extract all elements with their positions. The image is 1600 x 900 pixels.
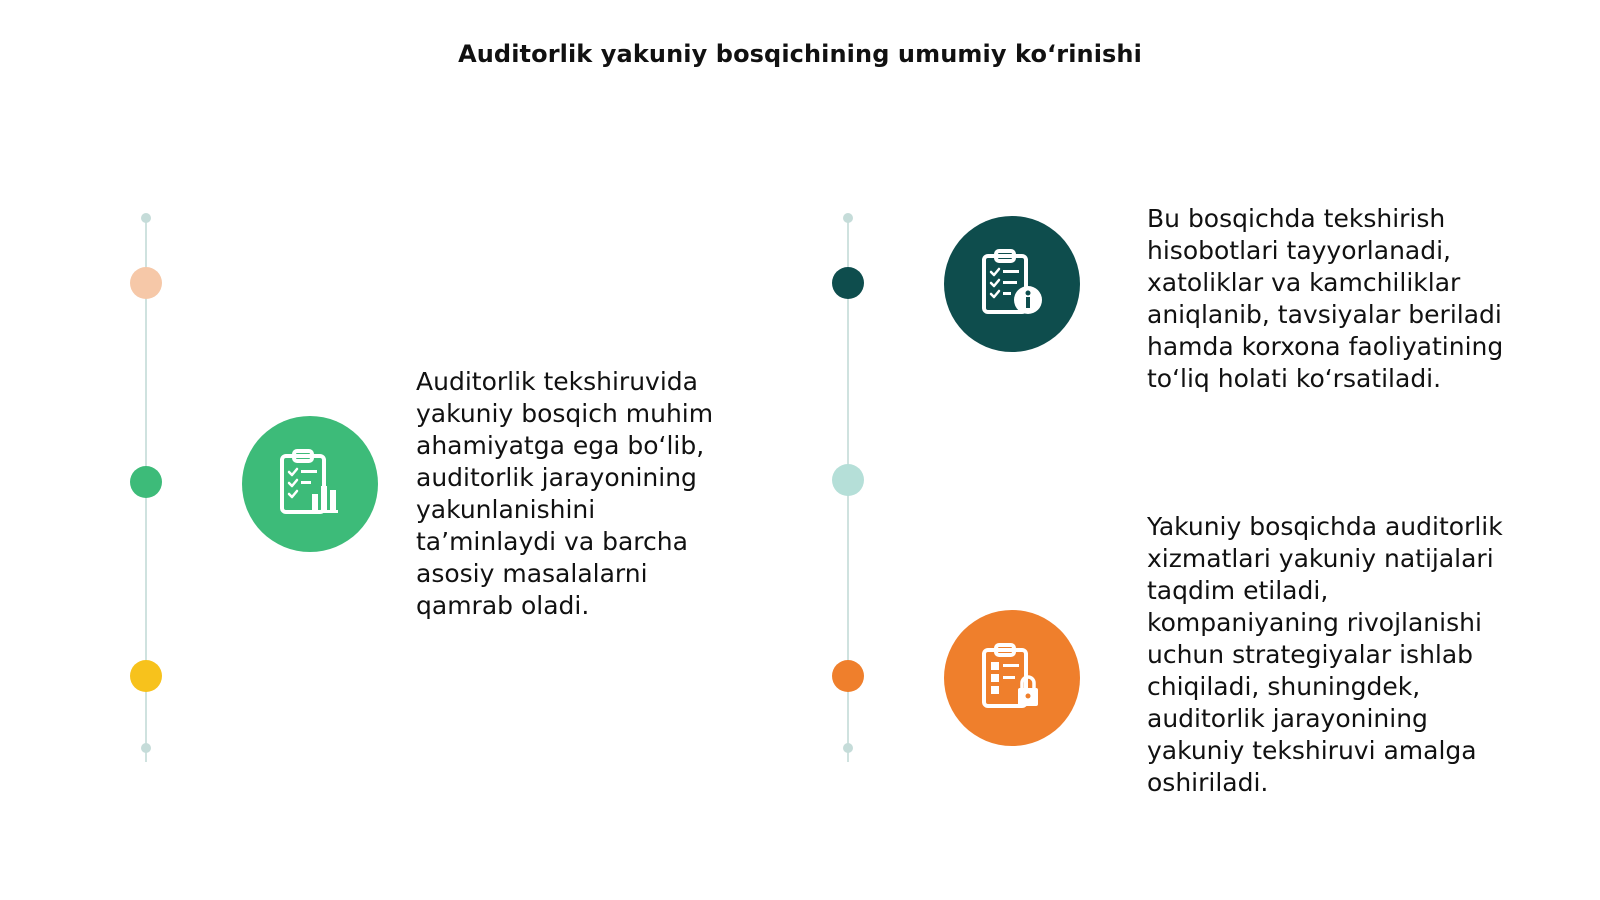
page-title: Auditorlik yakuniy bosqichining umumiy ko‘rinishi	[458, 40, 1142, 68]
timeline-start-dot	[843, 213, 853, 223]
timeline-end-dot	[843, 743, 853, 753]
item-3-icon-circle	[944, 610, 1080, 746]
timeline-dot-orange	[832, 660, 864, 692]
item-2-icon-circle	[944, 216, 1080, 352]
timeline-dot-teal	[832, 267, 864, 299]
item-1-text: Auditorlik tekshiruvida yakuniy bosqich muhim ahamiyatga ega bo‘lib, auditorlik jarayonining yakunlanishini ta’minlaydi va barcha asosiy masalalarni qamrab oladi.	[416, 367, 714, 620]
timeline-dot-mint	[832, 464, 864, 496]
timeline-dot-yellow	[130, 660, 162, 692]
timeline-end-dot	[141, 743, 151, 753]
item-1-icon-circle	[242, 416, 378, 552]
clipboard-lock-icon	[976, 642, 1048, 714]
left-timeline	[142, 214, 150, 766]
timeline-dot-peach	[130, 267, 162, 299]
right-timeline	[844, 214, 852, 766]
item-3-text: Yakuniy bosqichda auditorlik xizmatlari yakuniy natijalari taqdim etiladi, kompaniyaning rivojlanishi uchun strategiyalar ishlab chiqiladi, shuningdek, auditorlik jarayonining yakuniy tekshiruvi amalga oshiriladi.	[1147, 512, 1503, 797]
item-2-text: Bu bosqichda tekshirish hisobotlari tayyorlanadi, xatoliklar va kamchiliklar aniqlanib, tavsiyalar beriladi hamda korxona faoliyatining to‘liq holati ko‘rsatiladi.	[1147, 204, 1504, 393]
clipboard-info-icon	[976, 248, 1048, 320]
clipboard-chart-icon	[274, 448, 346, 520]
timeline-start-dot	[141, 213, 151, 223]
timeline-dot-green	[130, 466, 162, 498]
